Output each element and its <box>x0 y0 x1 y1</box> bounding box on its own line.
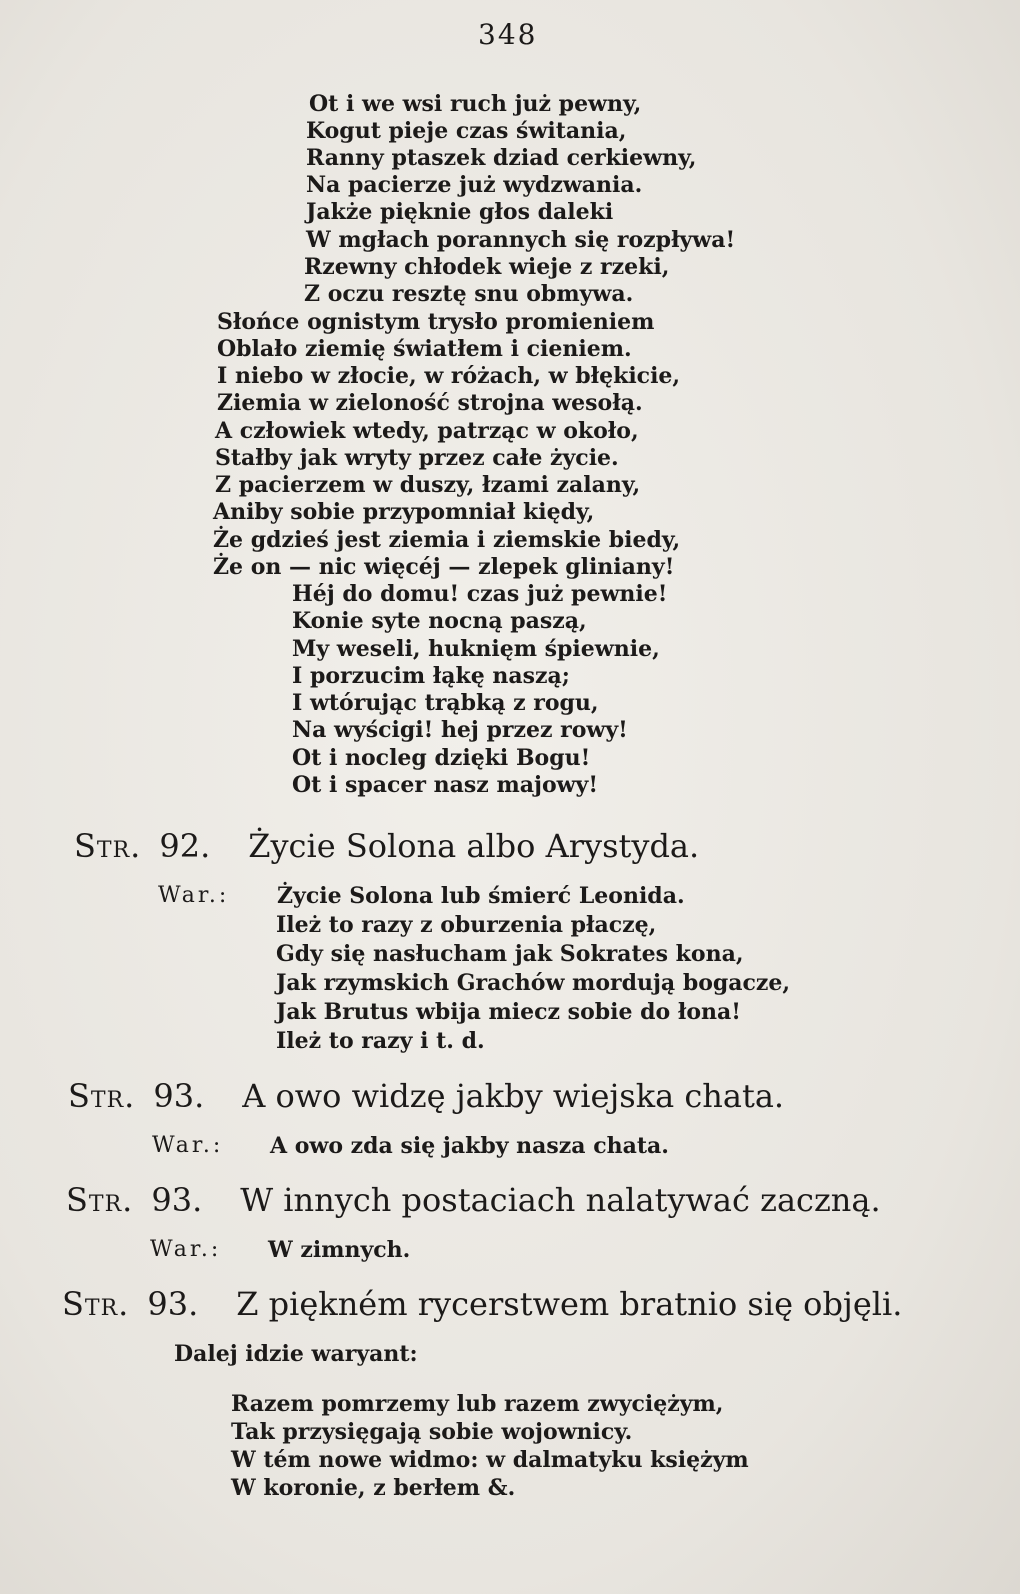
variant-line: W tém nowe widmo: w dalmatyku księżym <box>231 1447 749 1473</box>
poem-line: Że on — nic więcéj — zlepek gliniany! <box>213 554 675 580</box>
variant-label: War.: <box>150 1237 222 1262</box>
variant-label: War.: <box>152 1133 224 1158</box>
entry-page-number: 92. <box>159 827 211 865</box>
page-number: 348 <box>478 18 538 51</box>
poem-line: I niebo w złocie, w różach, w błękicie, <box>217 363 681 389</box>
poem-line: Ziemia w zieloność strojna wesołą. <box>217 390 643 416</box>
entry-title: A owo widzę jakby wiejska chata. <box>242 1077 785 1115</box>
poem-line: Że gdzieś jest ziemia i ziemskie biedy, <box>213 527 681 553</box>
poem-line: Z pacierzem w duszy, łzami zalany, <box>215 472 641 498</box>
entry-str-label: Str. <box>62 1285 130 1323</box>
poem-line: Rzewny chłodek wieje z rzeki, <box>304 254 670 280</box>
variant-label: War.: <box>158 883 230 908</box>
poem-line: I wtórując trąbką z rogu, <box>292 690 599 716</box>
variant-line: W koronie, z berłem &. <box>231 1475 516 1501</box>
variant-line: W zimnych. <box>268 1237 411 1263</box>
variant-line: A owo zda się jakby nasza chata. <box>270 1133 669 1159</box>
variant-intro: Dalej idzie waryant: <box>174 1341 418 1367</box>
poem-line: Ot i we wsi ruch już pewny, <box>309 91 642 117</box>
entry-str-label: Str. <box>66 1181 134 1219</box>
entry-heading <box>74 826 699 866</box>
poem-line: Ot i nocleg dzięki Bogu! <box>292 745 591 771</box>
poem-line: Ranny ptaszek dziad cerkiewny, <box>306 145 697 171</box>
poem-line: Z oczu resztę snu obmywa. <box>304 281 634 307</box>
entry-str-label: Str. <box>74 827 142 865</box>
poem-line: Na pacierze już wydzwania. <box>306 172 643 198</box>
variant-line: Gdy się nasłucham jak Sokrates kona, <box>276 941 744 967</box>
variant-line: Jak Brutus wbija miecz sobie do łona! <box>276 999 741 1025</box>
entry-title: W innych postaciach nalatywać zaczną. <box>240 1181 881 1219</box>
variant-line: Razem pomrzemy lub razem zwyciężym, <box>231 1391 724 1417</box>
variant-line: Tak przysięgają sobie wojownicy. <box>231 1419 633 1445</box>
poem-line: Konie syte nocną paszą, <box>292 608 587 634</box>
poem-line: Słońce ognistym trysło promieniem <box>217 309 655 335</box>
entry-page-number: 93. <box>151 1181 203 1219</box>
entry-page-number: 93. <box>153 1077 205 1115</box>
entry-title: Życie Solona albo Arystyda. <box>248 827 700 865</box>
variant-line: Jak rzymskich Grachów mordują bogacze, <box>276 970 791 996</box>
poem-line: Aniby sobie przypomniał kiędy, <box>213 499 595 525</box>
poem-line: Oblało ziemię światłem i cieniem. <box>217 336 632 362</box>
poem-line: Jakże pięknie głos daleki <box>306 199 614 225</box>
variant-line: Ileż to razy z oburzenia płaczę, <box>276 912 657 938</box>
poem-line: My weseli, huknięm śpiewnie, <box>292 636 660 662</box>
entry-heading <box>66 1180 881 1220</box>
variant-line: Życie Solona lub śmierć Leonida. <box>277 883 685 909</box>
poem-line: Na wyścigi! hej przez rowy! <box>292 717 628 743</box>
entry-heading <box>62 1284 902 1324</box>
entry-heading <box>68 1076 784 1116</box>
poem-line: Ot i spacer nasz majowy! <box>292 772 599 798</box>
entry-title: Z piękném rycerstwem bratnio się objęli. <box>236 1285 903 1323</box>
variant-line: Ileż to razy i t. d. <box>276 1028 485 1054</box>
poem-line: I porzucim łąkę naszą; <box>292 663 570 689</box>
poem-line: Héj do domu! czas już pewnie! <box>292 581 668 607</box>
poem-line: Stałby jak wryty przez całe życie. <box>215 445 619 471</box>
poem-line: A człowiek wtedy, patrząc w około, <box>215 418 639 444</box>
poem-line: Kogut pieje czas świtania, <box>306 118 627 144</box>
entry-str-label: Str. <box>68 1077 136 1115</box>
entry-page-number: 93. <box>147 1285 199 1323</box>
poem-line: W mgłach porannych się rozpływa! <box>306 227 736 253</box>
